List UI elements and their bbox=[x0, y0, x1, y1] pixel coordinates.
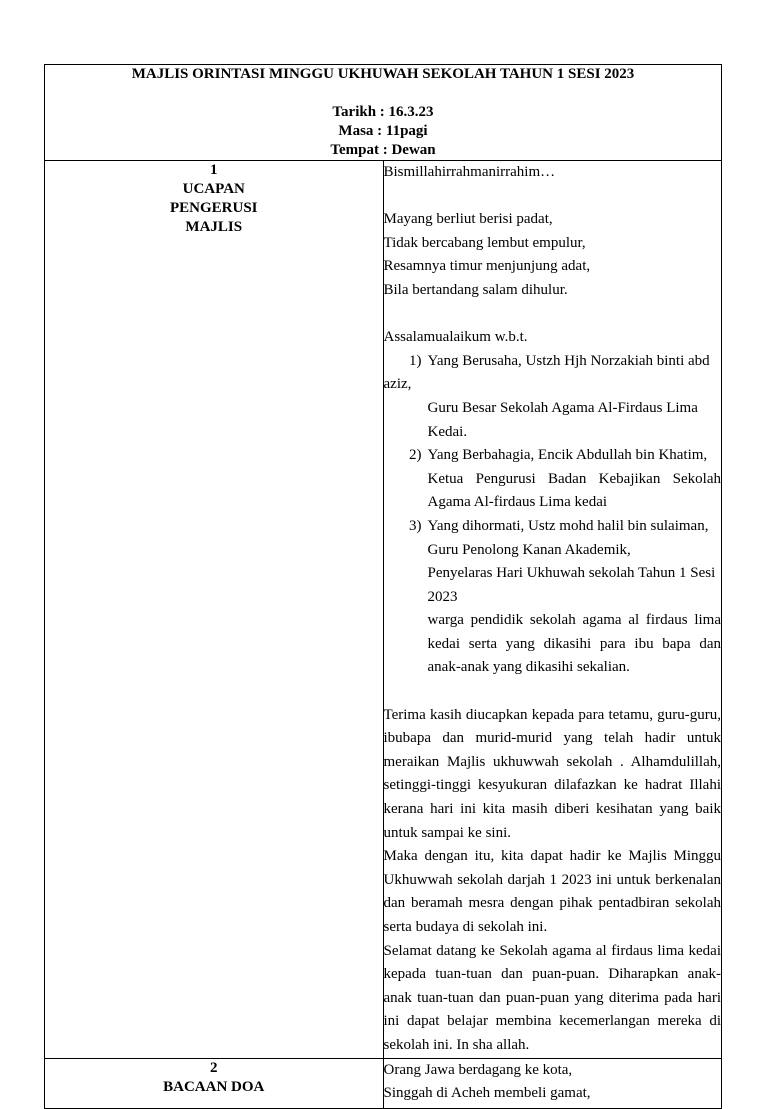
section-content-cell-2 bbox=[383, 1058, 722, 1108]
header-row bbox=[45, 65, 722, 161]
doa-line-1: Orang Jawa berdagang ke kota, bbox=[383, 1061, 573, 1078]
section-content-cell-1 bbox=[383, 161, 722, 1059]
section-label-cell-2 bbox=[45, 1058, 384, 1108]
pantun-line-3: Resamnya timur menjunjung adat, bbox=[383, 258, 591, 275]
document-title: MAJLIS ORINTASI MINGGU UKHUWAH SEKOLAH TAHUN 1 SESI 2023 bbox=[131, 66, 635, 82]
item-number-1: 1) bbox=[409, 352, 422, 369]
section-label-1-line1: UCAPAN bbox=[182, 181, 245, 197]
section-label-1-line3: MAJLIS bbox=[185, 219, 243, 235]
section-label-1-line2: PENGERUSI bbox=[169, 200, 258, 216]
doa-line-2: Singgah di Acheh membeli gamat, bbox=[383, 1085, 591, 1102]
section-row-1 bbox=[45, 161, 722, 1059]
item-number-3: 3) bbox=[409, 517, 422, 534]
greeting-item-1 bbox=[384, 350, 722, 397]
paragraph-2: Maka dengan itu, kita dapat hadir ke Majlis Minggu Ukhuwwah sekolah darjah 1 2023 ini untuk berkenalan dan beramah mesra dengan pihak pentadbiran sekolah serta budaya di sekolah ini. bbox=[383, 848, 721, 935]
opening-line: Bismillahirrahmanirrahim… bbox=[383, 164, 556, 180]
event-time: Masa : 11pagi bbox=[338, 123, 428, 139]
pantun-line-1: Mayang berliut berisi padat, bbox=[383, 211, 553, 228]
item-3-line-3: Penyelaras Hari Ukhuwah sekolah Tahun 1 Sesi 2023 bbox=[427, 565, 716, 605]
greeting-item-3 bbox=[384, 515, 722, 539]
salam-line: Assalamualaikum w.b.t. bbox=[383, 329, 528, 346]
section-row-2 bbox=[45, 1058, 722, 1108]
section-number-1: 1 bbox=[210, 162, 218, 178]
section-label-cell-1 bbox=[45, 161, 384, 1059]
header-cell bbox=[45, 65, 722, 161]
paragraph-1: Terima kasih diucapkan kepada para tetamu, guru-guru, ibubapa dan murid-murid yang telah hadir untuk meraikan Majlis ukhuwwah sekolah . Alhamdulillah, setinggi-tinggi kesyukuran dilafazkan ke hadrat Illahi kerana hari ini kita masih diberi kesihatan yang baik untuk sampai ke sini. bbox=[383, 706, 721, 841]
item-3-line-4: warga pendidik sekolah agama al firdaus lima kedai serta yang dikasihi para ibu bapa dan anak-anak yang dikasihi sekalian. bbox=[427, 612, 721, 676]
program-table bbox=[44, 64, 722, 1109]
item-2-line-1: Yang Berbahagia, Encik Abdullah bin Khatim, bbox=[427, 447, 708, 464]
item-1-line-1: Yang Berusaha, Ustzh Hjh Norzakiah binti abd aziz, bbox=[383, 352, 710, 393]
item-1-line-2: Guru Besar Sekolah Agama Al-Firdaus Lima Kedai. bbox=[427, 399, 698, 440]
item-2-line-2: Ketua Pengurusi Badan Kebajikan Sekolah Agama Al-firdaus Lima kedai bbox=[427, 470, 721, 511]
section-label-2: BACAAN DOA bbox=[163, 1078, 265, 1095]
item-3-line-2: Guru Penolong Kanan Akademik, bbox=[427, 541, 631, 558]
pantun-line-2: Tidak bercabang lembut empulur, bbox=[383, 234, 586, 251]
section-number-2: 2 bbox=[210, 1059, 218, 1076]
greeting-item-2 bbox=[384, 444, 722, 468]
event-venue: Tempat : Dewan bbox=[330, 142, 436, 158]
event-date: Tarikh : 16.3.23 bbox=[332, 104, 434, 120]
item-3-line-1: Yang dihormati, Ustz mohd halil bin sulaiman, bbox=[427, 517, 709, 534]
pantun-line-4: Bila bertandang salam dihulur. bbox=[383, 281, 568, 298]
item-number-2: 2) bbox=[409, 447, 422, 464]
paragraph-3: Selamat datang ke Sekolah agama al firdaus lima kedai kepada tuan-tuan dan puan-puan. Diharapkan anak-anak tuan-tuan dan puan-puan yang diterima pada hari ini dapat belajar membina kecemerlangan mereka di sekolah ini. In sha allah. bbox=[383, 942, 721, 1053]
